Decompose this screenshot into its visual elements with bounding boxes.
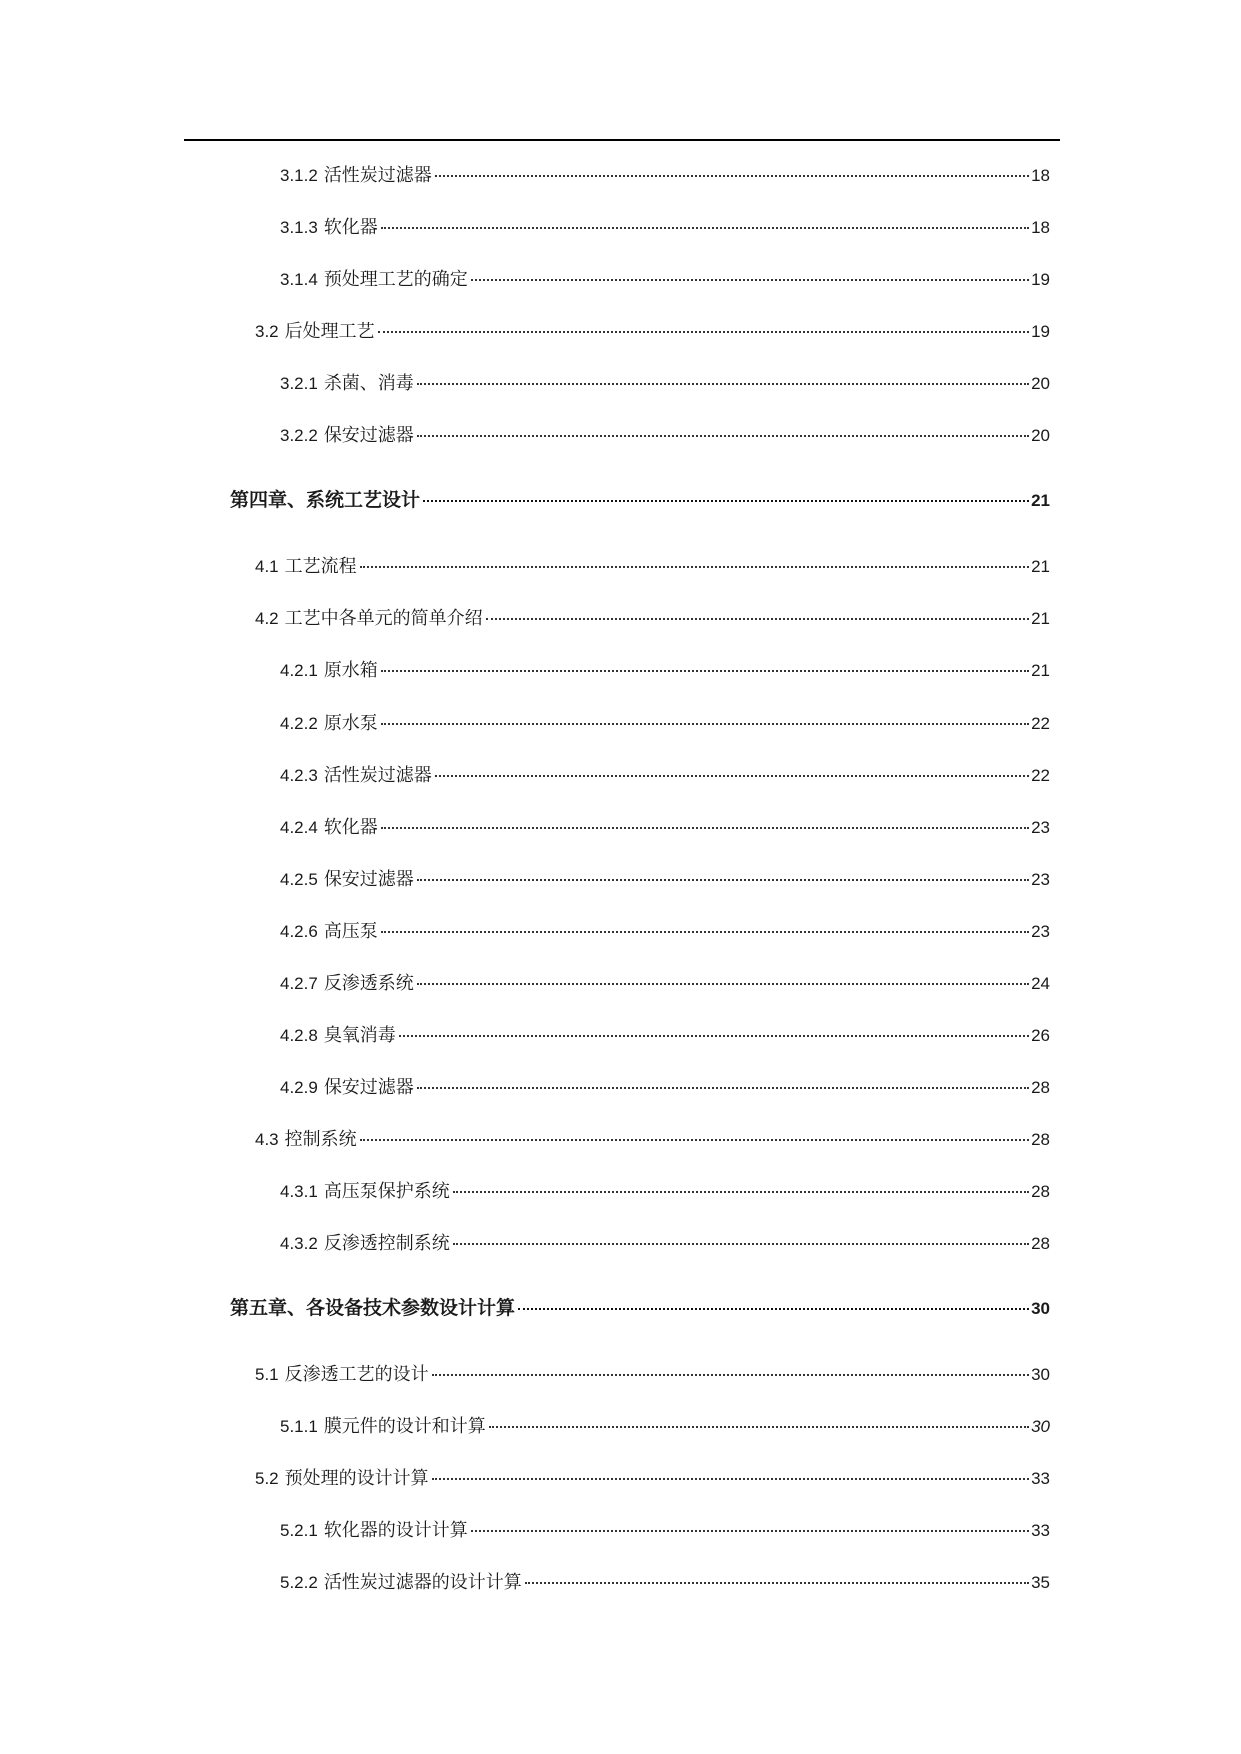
dot-leader [518,1308,1029,1310]
dot-leader [453,1191,1029,1193]
toc-entry-title: 高压泵 [323,921,378,942]
toc-entry-page: 30 [1031,1365,1050,1384]
toc-entry-page: 21 [1031,661,1050,680]
toc-entry-title: 工艺流程 [284,556,357,577]
toc-entry[interactable] [280,971,1050,997]
dot-leader [360,1139,1029,1141]
toc-entry-number: 3.1.4 [280,270,318,289]
toc-entry-page: 28 [1031,1078,1050,1097]
toc-entry-number: 5.2.1 [280,1521,318,1540]
toc-entry[interactable] [280,658,1050,684]
toc-entry-page: 19 [1031,270,1050,289]
toc-entry-number: 5.2.2 [280,1573,318,1592]
toc-entry-title: 杀菌、消毒 [323,373,414,394]
toc-entry[interactable] [280,1570,1050,1596]
toc-entry-page: 30 [1031,1417,1050,1436]
toc-chapter-entry[interactable] [230,487,1050,513]
toc-entry-title: 软化器 [323,217,378,238]
toc-entry-number: 5.2 [255,1469,279,1488]
toc-entry[interactable] [280,763,1050,789]
toc-entry-page: 22 [1031,714,1050,733]
dot-leader [417,1087,1029,1089]
toc-entry-page: 22 [1031,766,1050,785]
toc-entry-page: 33 [1031,1521,1050,1540]
toc-entry-title: 反渗透控制系统 [323,1233,450,1254]
toc-entry[interactable] [280,423,1050,449]
toc-entry-page: 23 [1031,922,1050,941]
toc-entry-page: 20 [1031,426,1050,445]
toc-entry-number: 3.2.2 [280,426,318,445]
toc-entry-number: 3.1.3 [280,218,318,237]
toc-entry[interactable] [255,554,1050,580]
toc-entry-number: 4.2.4 [280,818,318,837]
toc-entry[interactable] [280,267,1050,293]
toc-entry[interactable] [280,1075,1050,1101]
toc-entry-title: 控制系统 [284,1129,357,1150]
toc-chapter-title: 第四章、系统工艺设计 [230,489,421,511]
toc-entry[interactable] [280,163,1050,189]
toc-entry[interactable] [280,919,1050,945]
dot-leader [435,175,1029,177]
toc-entry[interactable] [255,319,1050,345]
dot-leader [381,723,1029,725]
toc-entry-page: 35 [1031,1573,1050,1592]
toc-entry-title: 保安过滤器 [323,1077,414,1098]
toc-entry[interactable] [280,215,1050,241]
toc-entry-title: 工艺中各单元的简单介绍 [284,608,483,629]
dot-leader [432,1478,1029,1480]
toc-entry-page: 21 [1031,557,1050,576]
toc-entry-title: 原水箱 [323,660,378,681]
toc-entry-title: 活性炭过滤器 [323,165,432,186]
toc-entry-page: 33 [1031,1469,1050,1488]
dot-leader [360,566,1029,568]
toc-entry-title: 保安过滤器 [323,869,414,890]
toc-entry-number: 4.2.8 [280,1026,318,1045]
toc-entry-title: 软化器的设计计算 [323,1520,468,1541]
toc-entry[interactable] [280,371,1050,397]
toc-entry-number: 5.1 [255,1365,279,1384]
toc-entry-title: 保安过滤器 [323,425,414,446]
toc-chapter-title: 第五章、各设备技术参数设计计算 [230,1297,516,1319]
toc-entry[interactable] [280,867,1050,893]
toc-entry-title: 高压泵保护系统 [323,1181,450,1202]
toc-entry[interactable] [280,1023,1050,1049]
dot-leader [471,279,1029,281]
toc-entry-number: 3.1.2 [280,166,318,185]
toc-entry[interactable] [255,1466,1050,1492]
toc-entry-number: 4.2.7 [280,974,318,993]
toc-entry-number: 5.1.1 [280,1417,318,1436]
toc-entry-page: 23 [1031,818,1050,837]
toc-entry-page: 20 [1031,374,1050,393]
dot-leader [525,1582,1029,1584]
toc-entry-title: 原水泵 [323,713,378,734]
toc-entry-number: 4.2.1 [280,661,318,680]
toc-entry-number: 4.3 [255,1130,279,1149]
dot-leader [399,1035,1029,1037]
toc-entry-title: 预处理的设计计算 [284,1468,429,1489]
toc-entry-page: 28 [1031,1234,1050,1253]
toc-entry-title: 活性炭过滤器的设计计算 [323,1572,522,1593]
toc-entry[interactable] [280,1179,1050,1205]
header-rule [184,139,1060,141]
dot-leader [381,670,1029,672]
dot-leader [453,1243,1029,1245]
toc-entry-number: 4.2.6 [280,922,318,941]
toc-entry[interactable] [280,815,1050,841]
toc-entry-number: 4.3.2 [280,1234,318,1253]
dot-leader [417,983,1029,985]
toc-entry[interactable] [280,1414,1050,1440]
dot-leader [471,1530,1029,1532]
toc-entry-page: 26 [1031,1026,1050,1045]
dot-leader [486,618,1029,620]
toc-entry-page: 21 [1031,491,1050,510]
toc-entry-title: 臭氧消毒 [323,1025,396,1046]
dot-leader [417,879,1029,881]
toc-entry-page: 19 [1031,322,1050,341]
toc-entry-page: 30 [1031,1299,1050,1318]
toc-entry[interactable] [280,711,1050,737]
toc-entry-page: 18 [1031,166,1050,185]
dot-leader [417,435,1029,437]
toc-entry-number: 4.2.9 [280,1078,318,1097]
dot-leader [381,931,1029,933]
toc-entry-page: 23 [1031,870,1050,889]
toc-entry-title: 活性炭过滤器 [323,765,432,786]
toc-entry-page: 24 [1031,974,1050,993]
toc-entry[interactable] [255,606,1050,632]
toc-entry-page: 21 [1031,609,1050,628]
dot-leader [417,383,1029,385]
toc-entry-page: 28 [1031,1130,1050,1149]
toc-entry-number: 4.2.2 [280,714,318,733]
toc-entry-number: 4.3.1 [280,1182,318,1201]
toc-entry[interactable] [255,1127,1050,1153]
dot-leader [435,775,1029,777]
toc-entry-page: 28 [1031,1182,1050,1201]
toc-entry[interactable] [280,1518,1050,1544]
toc-entry-title: 软化器 [323,817,378,838]
dot-leader [432,1374,1029,1376]
toc-entry-number: 4.2.3 [280,766,318,785]
toc-entry[interactable] [255,1362,1050,1388]
dot-leader [381,227,1029,229]
toc-entry[interactable] [280,1231,1050,1257]
toc-entry-title: 后处理工艺 [284,321,375,342]
dot-leader [489,1426,1029,1428]
dot-leader [423,500,1029,502]
dot-leader [378,331,1029,333]
toc-entry-number: 3.2 [255,322,279,341]
toc-entry-number: 4.1 [255,557,279,576]
toc-entry-number: 4.2 [255,609,279,628]
dot-leader [381,827,1029,829]
toc-entry-title: 预处理工艺的确定 [323,269,468,290]
toc-entry-title: 反渗透工艺的设计 [284,1364,429,1385]
toc-entry-number: 4.2.5 [280,870,318,889]
toc-entry-title: 反渗透系统 [323,973,414,994]
toc-entry-number: 3.2.1 [280,374,318,393]
toc-chapter-entry[interactable] [230,1295,1050,1321]
toc-entry-title: 膜元件的设计和计算 [323,1416,486,1437]
toc-entry-page: 18 [1031,218,1050,237]
